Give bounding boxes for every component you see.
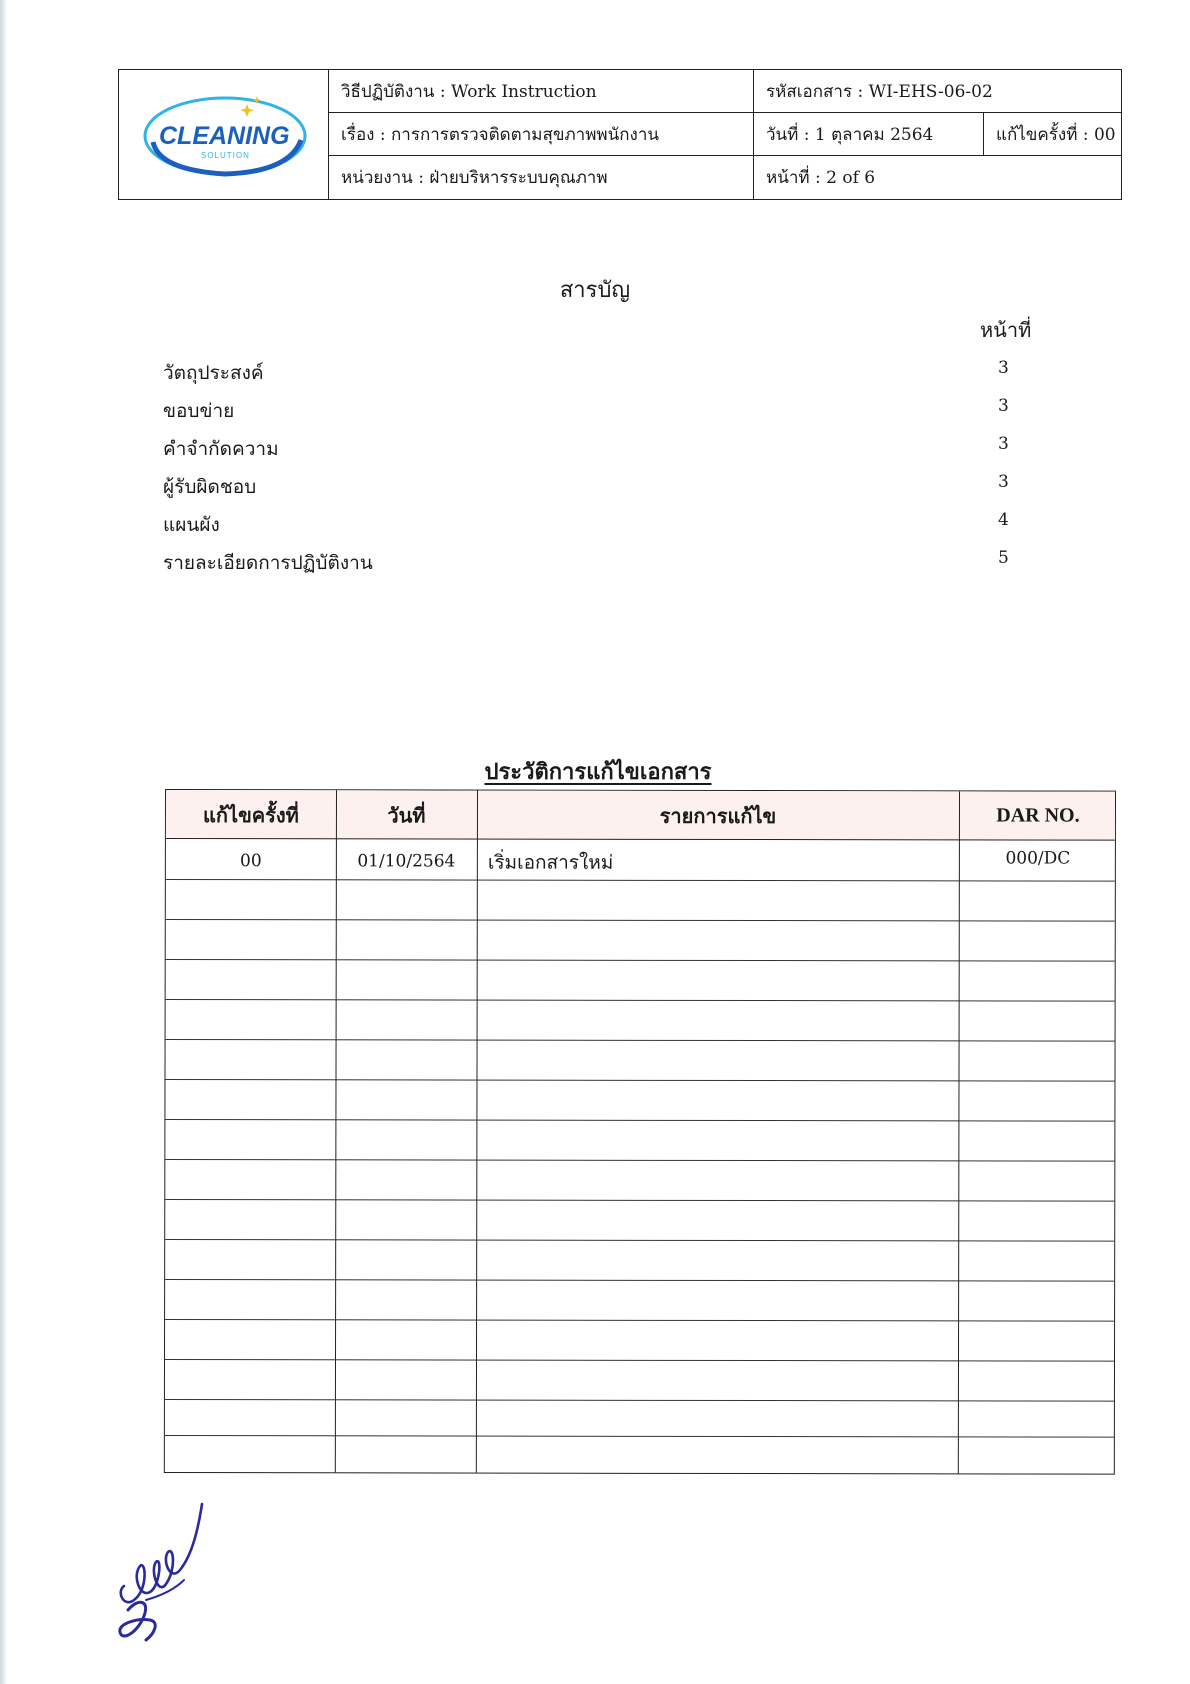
revision-table-header bbox=[166, 790, 1115, 841]
revision-history-title: ประวัติการแก้ไขเอกสาร bbox=[484, 759, 712, 785]
toc-item-page: 3 bbox=[998, 396, 1009, 416]
logo-cell bbox=[119, 70, 329, 199]
doc-subject: เรื่อง : การการตรวจติดตามสุขภาพพนักงาน bbox=[329, 113, 754, 155]
column-divider bbox=[476, 791, 478, 1473]
toc-item-page: 4 bbox=[998, 510, 1009, 530]
logo-subtext: SOLUTION bbox=[201, 151, 250, 160]
header-row-2 bbox=[329, 113, 1121, 156]
row-divider bbox=[165, 1119, 1114, 1122]
row-divider bbox=[165, 1359, 1114, 1362]
row-divider bbox=[166, 879, 1115, 882]
col-header-revision: แก้ไขครั้งที่ bbox=[203, 802, 299, 827]
row-divider bbox=[165, 1399, 1114, 1402]
doc-type: วิธีปฏิบัติงาน : Work Instruction bbox=[329, 70, 754, 112]
cell-description: เริ่มเอกสารใหม่ bbox=[487, 851, 614, 874]
header-row-1 bbox=[329, 70, 1121, 113]
row-divider bbox=[165, 1199, 1114, 1202]
row-divider bbox=[166, 919, 1115, 922]
cell-date: 01/10/2564 bbox=[357, 851, 456, 872]
col-header-dar-no: DAR NO. bbox=[996, 804, 1080, 827]
row-divider bbox=[165, 1319, 1114, 1322]
row-divider bbox=[166, 959, 1115, 962]
toc-item: รายละเอียดการปฏิบัติงาน bbox=[163, 552, 373, 574]
cell-dar-no: 000/DC bbox=[1005, 848, 1071, 869]
toc-item: ผู้รับผิดชอบ bbox=[163, 476, 257, 498]
cleaning-solution-logo bbox=[139, 90, 311, 180]
doc-date: วันที่ : 1 ตุลาคม 2564 bbox=[754, 113, 984, 155]
row-divider bbox=[166, 1039, 1115, 1042]
document-header bbox=[118, 69, 1122, 200]
handwritten-signature bbox=[110, 1500, 210, 1650]
row-divider bbox=[165, 1435, 1114, 1438]
column-divider bbox=[335, 790, 337, 1472]
toc-item-page: 3 bbox=[998, 434, 1009, 454]
doc-code: รหัสเอกสาร : WI-EHS-06-02 bbox=[766, 81, 993, 102]
logo-text: CLEANING bbox=[159, 122, 290, 150]
row-divider bbox=[165, 1279, 1114, 1282]
header-row-3 bbox=[329, 156, 1121, 199]
toc-item: คำจำกัดความ bbox=[163, 438, 279, 460]
revision-history-table bbox=[164, 789, 1116, 1475]
row-divider bbox=[166, 999, 1115, 1002]
row-divider bbox=[165, 1239, 1114, 1242]
col-header-description: รายการแก้ไข bbox=[659, 803, 777, 828]
col-header-date: วันที่ bbox=[387, 802, 426, 827]
row-divider bbox=[165, 1159, 1114, 1162]
toc-item: วัตถุประสงค์ bbox=[163, 362, 264, 384]
toc-item: ขอบข่าย bbox=[163, 400, 235, 422]
toc-title: สารบัญ bbox=[559, 278, 631, 303]
toc-item-page: 3 bbox=[998, 358, 1009, 378]
row-divider bbox=[165, 1079, 1114, 1082]
doc-page: หน้าที่ : 2 of 6 bbox=[766, 168, 876, 188]
toc-item: แผนผัง bbox=[163, 514, 220, 536]
cell-revision: 00 bbox=[240, 851, 262, 872]
doc-department: หน่วยงาน : ฝ่ายบริหารระบบคุณภาพ bbox=[329, 156, 754, 199]
page-edge-shadow bbox=[0, 0, 6, 1684]
doc-revision: แก้ไขครั้งที่ : 00 bbox=[996, 124, 1116, 145]
toc-page-header: หน้าที่ bbox=[980, 318, 1032, 342]
toc-item-page: 3 bbox=[998, 472, 1009, 492]
toc-item-page: 5 bbox=[998, 548, 1009, 568]
column-divider bbox=[958, 791, 960, 1473]
